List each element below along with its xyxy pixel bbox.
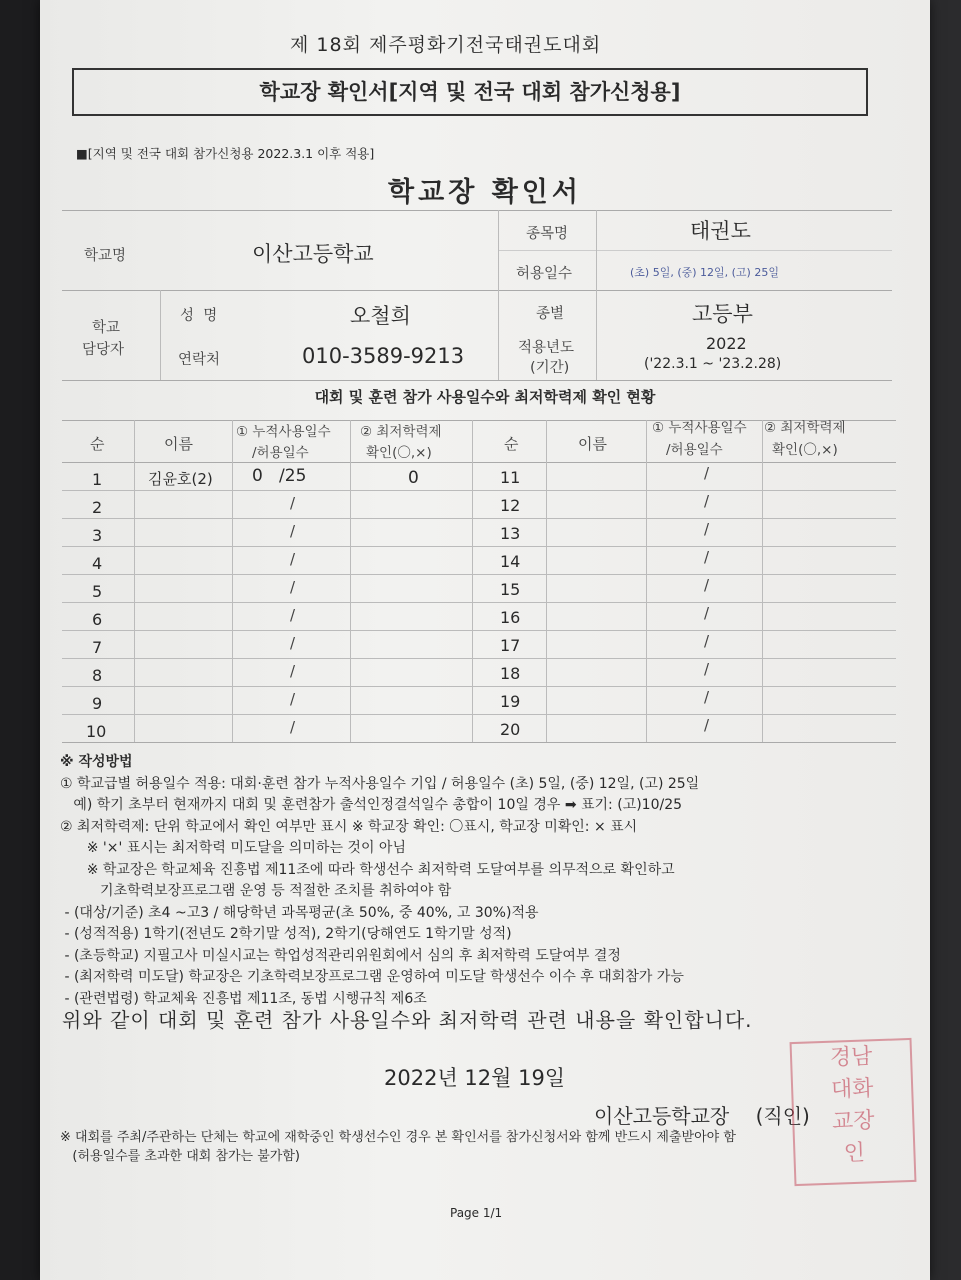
note-line: ② 최저학력제: 단위 학교에서 확인 여부만 표시 ※ 학교장 확인: 〇표시, 학교장 미확인: × 표시 (60, 818, 638, 835)
header-days-left-1: ① 누적사용일수 (236, 424, 331, 440)
stamp-text: 교장 (831, 1108, 876, 1135)
form-title-box (72, 68, 868, 116)
info-line (498, 250, 892, 251)
name-label: 성 명 (180, 308, 218, 324)
official-seal-stamp (790, 1038, 917, 1186)
table-line (62, 574, 896, 575)
row-no: 4 (92, 554, 103, 573)
event-label: 종목명 (526, 226, 569, 242)
row-no: 5 (92, 582, 103, 601)
year-label-1: 적용년도 (518, 340, 575, 356)
row-no: 3 (92, 526, 103, 545)
row-days: / (290, 606, 296, 624)
allowed-value: (초) 5일, (중) 12일, (고) 25일 (630, 266, 779, 279)
row-no: 9 (92, 694, 103, 713)
header-no-left: 순 (90, 435, 105, 453)
info-line (160, 290, 161, 380)
stamp-text: 인 (843, 1140, 866, 1167)
page-number: Page 1/1 (450, 1206, 503, 1220)
table-line (62, 518, 896, 519)
table-line (134, 420, 135, 742)
header-days-right-2: /허용일수 (666, 442, 723, 458)
row-days: / (290, 550, 296, 568)
row-min-check: 0 (408, 468, 419, 488)
principal-name: 이산고등학교장 (594, 1104, 730, 1128)
row-no: 2 (92, 498, 103, 517)
row-no: 10 (86, 722, 107, 741)
row-no: 19 (500, 692, 521, 711)
note-line: 예) 학기 초부터 현재까지 대회 및 훈련참가 출석인정결석일수 총합이 10일 경우 ➡ 표기: (고)10/25 (60, 797, 683, 813)
document-title: 학교장 확인서 (388, 177, 582, 208)
note-line: - (성적적용) 1학기(전년도 2학기말 성적), 2학기(당해연도 1학기말 성적) (60, 926, 512, 942)
name-value: 오철희 (350, 304, 411, 328)
footer-line: (허용일수를 초과한 대회 참가는 불가함) (60, 1149, 300, 1164)
stamp-text: 대화 (830, 1076, 874, 1103)
table-line (62, 686, 896, 687)
info-line (62, 290, 892, 291)
table-line (472, 420, 473, 742)
table-line (62, 714, 896, 715)
header-name-right: 이름 (578, 435, 607, 453)
row-days: / (290, 718, 296, 736)
row-days: / (704, 464, 710, 482)
seal-label: (직인) (755, 1104, 810, 1128)
info-line (62, 210, 892, 211)
header-days-right-1: ① 누적사용일수 (652, 420, 747, 436)
school-label: 학교명 (84, 248, 127, 264)
row-no: 20 (500, 720, 521, 739)
document-paper (40, 0, 930, 1280)
header-name-left: 이름 (164, 435, 193, 453)
row-days: / (704, 548, 710, 566)
table-line (762, 420, 763, 742)
row-days: / (290, 578, 296, 596)
row-days: / (290, 690, 296, 708)
table-line (62, 490, 896, 491)
row-days: / (704, 604, 710, 622)
row-days: / (704, 632, 710, 650)
row-no: 6 (92, 610, 103, 629)
table-line (62, 462, 896, 463)
manager-label-2: 담당자 (82, 342, 125, 358)
row-no: 13 (500, 524, 521, 543)
manager-label-1: 학교 (92, 320, 121, 336)
event-value: 태권도 (690, 219, 751, 243)
row-days: / (290, 494, 296, 512)
row-name: 김윤호(2) (148, 470, 213, 488)
note-line: 기초학력보장프로그램 운영 등 적절한 조치를 취하여야 함 (60, 883, 452, 899)
row-no: 17 (500, 636, 521, 655)
row-days: / (290, 522, 296, 540)
row-days: / (704, 688, 710, 706)
row-no: 11 (500, 468, 521, 487)
row-days: / (704, 716, 710, 734)
note-line: - (대상/기준) 초4 ~고3 / 해당학년 과목평균(초 50%, 중 40%, 고 30%)적용 (60, 904, 539, 921)
note-line: - (최저학력 미도달) 학교장은 기초학력보장프로그램 운영하여 미도달 학생선수 이수 후 대회참가 가능 (60, 969, 684, 985)
info-line (62, 380, 892, 381)
footer-line: ※ 대회를 주최/주관하는 단체는 학교에 재학중인 학생선수인 경우 본 확인서를 참가신청서와 함께 반드시 제출받아야 함 (60, 1130, 736, 1145)
table-line (546, 420, 547, 742)
event-title: 제 18회 제주평화기전국태권도대회 (290, 34, 602, 56)
row-days: / (290, 634, 296, 652)
row-days: / (704, 492, 710, 510)
table-line (62, 658, 896, 659)
table-line (232, 420, 233, 742)
category-value: 고등부 (692, 302, 753, 326)
principal-signature (594, 1100, 810, 1129)
row-days: / (290, 662, 296, 680)
row-days: 0 /25 (252, 466, 307, 486)
period-value: ('22.3.1 ~ '23.2.28) (644, 356, 782, 372)
table-line (62, 602, 896, 603)
header-days-left-2: /허용일수 (252, 445, 309, 461)
year-label-2: (기간) (530, 360, 570, 376)
table-line (62, 546, 896, 547)
category-label: 종별 (536, 306, 565, 322)
sub-note: ■[지역 및 전국 대회 참가신청용 2022.3.1 이후 적용] (76, 146, 375, 161)
header-min-right-1: ② 최저학력제 (764, 420, 846, 436)
row-days: / (704, 520, 710, 538)
row-no: 8 (92, 666, 103, 685)
year-value: 2022 (706, 334, 747, 353)
table-line (62, 742, 896, 743)
row-days: / (704, 660, 710, 678)
note-line: ※ 학교장은 학교체육 진흥법 제11조에 따라 학생선수 최저학력 도달여부를 의무적으로 확인하고 (60, 861, 675, 878)
row-no: 15 (500, 580, 521, 599)
row-no: 7 (92, 638, 103, 657)
row-days: / (704, 576, 710, 594)
allowed-label: 허용일수 (516, 266, 573, 282)
footer-note (60, 1128, 736, 1166)
form-title: 학교장 확인서[지역 및 전국 대회 참가신청용] (259, 80, 681, 104)
row-no: 12 (500, 496, 521, 515)
info-line (596, 210, 597, 380)
notes-heading: ※ 작성방법 (60, 754, 133, 770)
school-value: 이산고등학교 (252, 242, 374, 266)
row-no: 16 (500, 608, 521, 627)
table-line (350, 420, 351, 742)
note-line: ※ '×' 표시는 최저학력 미도달을 의미하는 것이 아님 (60, 840, 406, 856)
table-line (62, 630, 896, 631)
issue-date: 2022년 12월 19일 (384, 1066, 566, 1090)
writing-notes (60, 752, 920, 1010)
confirmation-statement: 위와 같이 대회 및 훈련 참가 사용일수와 최저학력 관련 내용을 확인합니다. (62, 1008, 753, 1032)
header-no-right: 순 (504, 435, 519, 453)
note-line: - (관련법령) 학교체육 진흥법 제11조, 동법 시행규칙 제6조 (60, 990, 427, 1007)
note-line: - (초등학교) 지필고사 미실시교는 학업성적관리위원회에서 심의 후 최저학력 도달여부 결정 (60, 947, 621, 964)
contact-label: 연락처 (178, 352, 221, 368)
table-line (646, 420, 647, 742)
header-min-right-2: 확인(〇,×) (772, 442, 838, 458)
header-min-left-1: ② 최저학력제 (360, 424, 442, 440)
info-line (498, 210, 499, 380)
contact-value: 010-3589-9213 (302, 344, 465, 368)
row-no: 1 (92, 470, 103, 489)
section-title: 대회 및 훈련 참가 사용일수와 최저학력제 확인 현황 (314, 388, 656, 406)
row-no: 18 (500, 664, 521, 683)
header-min-left-2: 확인(〇,×) (366, 445, 432, 461)
note-line: ① 학교급별 허용일수 적용: 대회·훈련 참가 누적사용일수 기입 / 허용일수 (초) 5일, (중) 12일, (고) 25일 (60, 775, 700, 792)
stamp-text: 경남 (829, 1044, 873, 1071)
row-no: 14 (500, 552, 521, 571)
